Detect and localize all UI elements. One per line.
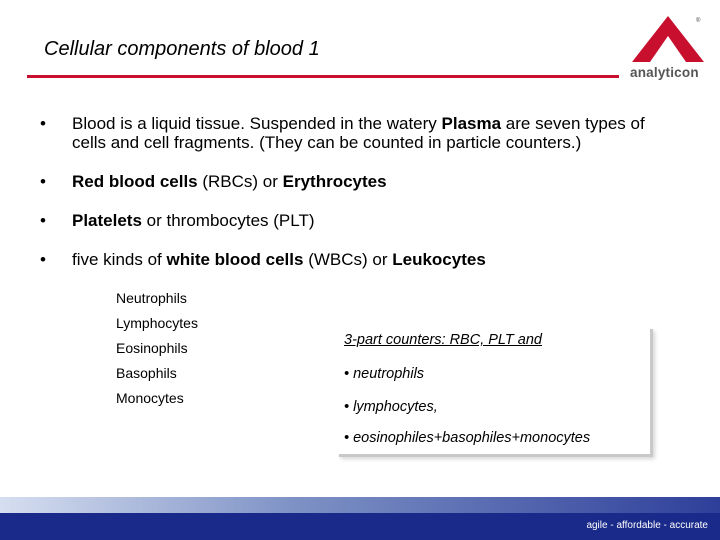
callout-box — [336, 326, 650, 454]
leukocyte-list — [116, 289, 198, 414]
bullet-text-bold: white blood cells — [166, 250, 304, 269]
footer-tagline: agile - affordable - accurate — [586, 520, 708, 531]
bullet-marker: • — [40, 211, 46, 230]
bullet-text: (WBCs) or — [303, 250, 393, 269]
bullet-list — [40, 114, 680, 289]
callout-heading: 3-part counters: RBC, PLT and — [344, 332, 542, 348]
bullet-item — [40, 114, 680, 152]
callout-item: • lymphocytes, — [344, 399, 438, 415]
title-underline — [27, 75, 619, 78]
logo — [628, 12, 710, 82]
bullet-text-bold: Leukocytes — [392, 250, 486, 269]
bullet-text-bold: Platelets — [72, 211, 142, 230]
bullet-marker: • — [40, 250, 46, 269]
footer-gradient — [0, 497, 720, 513]
bullet-text: or thrombocytes (PLT) — [141, 211, 315, 230]
bullet-marker: • — [40, 172, 46, 191]
bullet-text: Blood is a liquid tissue. Suspended in the watery — [72, 114, 442, 133]
leukocyte-item: Neutrophils — [116, 290, 187, 306]
bullet-text-bold: Erythrocytes — [282, 172, 387, 191]
bullet-item — [40, 172, 680, 191]
logo-text: analyticon — [630, 65, 699, 80]
bullet-text: are seven types of cells and cell fragments. (They can be counted in particle counters.) — [72, 114, 645, 152]
bullet-text-bold: Red blood cells — [72, 172, 198, 191]
leukocyte-item: Eosinophils — [116, 340, 188, 356]
bullet-item — [40, 250, 680, 269]
analyticon-logo-icon — [632, 16, 704, 62]
leukocyte-item: Lymphocytes — [116, 315, 198, 331]
bullet-text: (RBCs) or — [197, 172, 283, 191]
callout-item: • neutrophils — [344, 366, 425, 382]
page-title: Cellular components of blood 1 — [44, 38, 320, 60]
bullet-item — [40, 211, 680, 230]
bullet-text-bold: Plasma — [441, 114, 502, 133]
callout-item: • eosinophiles+basophiles+monocytes — [344, 430, 591, 446]
leukocyte-item: Monocytes — [116, 390, 184, 406]
registered-mark: ® — [696, 18, 701, 24]
leukocyte-item: Basophils — [116, 365, 177, 381]
bullet-marker: • — [40, 114, 46, 133]
bullet-text: five kinds of — [72, 250, 167, 269]
